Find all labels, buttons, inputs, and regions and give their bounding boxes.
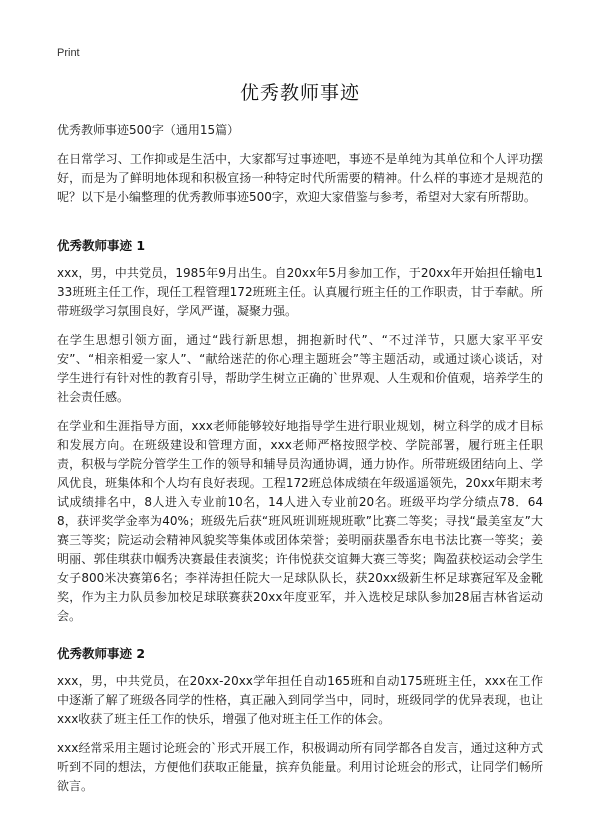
intro-paragraph: 在日常学习、工作抑或是生活中，大家都写过事迹吧，事迹不是单纯为其单位和个人评功摆好，而是为了鲜明地体现和积极宣扬一种特定时代所需要的精神。什么样的事迹才是规范的呢？以下是小编整理的优秀教师事迹500字，欢迎大家借鉴与参考，希望对大家有所帮助。	[57, 152, 543, 204]
page-title: 优秀教师事迹	[239, 82, 360, 104]
section-heading-1: 优秀教师事迹 1	[57, 238, 146, 253]
section-1-paragraph-2: 在学生思想引领方面，通过“践行新思想，拥抱新时代”、“不过洋节，只愿大家平平安安”、“相亲相爱一家人”、“献给迷茫的你心理主题班会”等主题活动，或通过谈心谈话，对学生进行有针对性的教育引导，帮助学生树立正确的`世界观、人生观和价值观，培养学生的社会责任感。	[57, 333, 544, 404]
document-subtitle: 优秀教师事迹500字（通用15篇）	[57, 123, 240, 137]
section-1-paragraph-1: xxx，男，中共党员，1985年9月出生。自20xx年5月参加工作，于20xx年开始担任输电133班班主任工作，现任工程管理172班班主任。认真履行班主任的工作职责，甘于奉献。所带班级学习氛围良好，学风严谨，凝聚力强。	[57, 266, 543, 318]
section-1-paragraph-3: 在学业和生涯指导方面，xxx老师能够较好地指导学生进行职业规划，树立科学的成才目标和发展方向。在班级建设和管理方面，xxx老师严格按照学校、学院部署，履行班主任职责，积极与学院分管学生工作的领导和辅导员沟通协调，通力协作。所带班级团结向上、学风优良，班集体和个人均有良好表现。工程172班总体成绩在年级遥遥领先，20xx年期末考试成绩排名中，8人进入专业前10名，14人进入专业前20名。班级平均学分绩点78．648，获评奖学金率为40%；班级先后获“班风班训班规班歌”比赛二等奖；寻找“最美室友”大赛三等奖；院运动会精神风貌奖等集体或团体荣誉；姜明丽获墨香东电书法比赛一等奖；姜明丽、郭佳琪获巾帼秀决赛最佳表演奖；许伟悦获交谊舞大赛三等奖；陶盈获校运动会学生女子800米决赛第6名；李祥涛担任院大一足球队队长，获20xx级新生杯足球赛冠军及金靴奖，作为主力队员参加校足球联赛获20xx年度亚军，并入选校足球队参加28届吉林省运动会。	[57, 419, 543, 623]
section-2-paragraph-1: xxx，男，中共党员，在20xx-20xx学年担任自动165班和自动175班班主任，xxx在工作中逐渐了解了班级各同学的性格，真正融入到同学当中，同时，班级同学的优异表现，也让xxx收获了班主任工作的快乐，增强了他对班主任工作的体会。	[57, 674, 543, 726]
section-heading-2: 优秀教师事迹 2	[57, 646, 146, 661]
print-link[interactable]: Print	[57, 47, 80, 59]
section-2-paragraph-2: xxx经常采用主题讨论班会的`形式开展工作，积极调动所有同学都各自发言，通过这种方式听到不同的想法，方便他们获取正能量，摈弃负能量。利用讨论班会的形式，让同学们畅所欲言。	[57, 741, 543, 793]
